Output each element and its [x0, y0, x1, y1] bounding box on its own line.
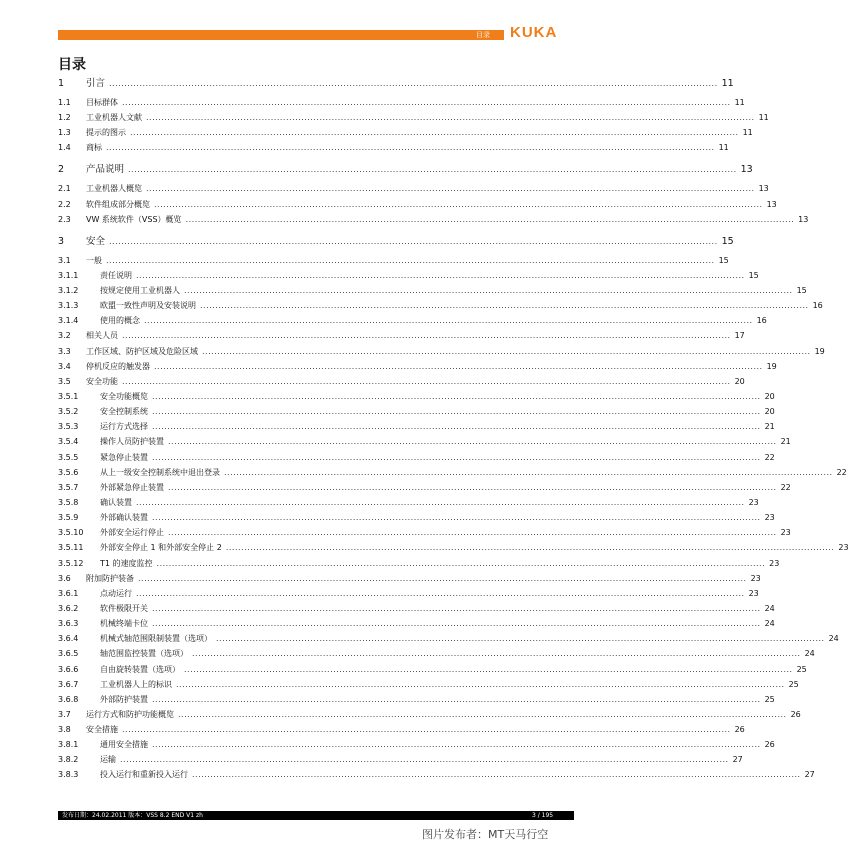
- toc-entry-page: 16: [812, 301, 823, 311]
- toc-entry-number: 3.1.3: [58, 301, 79, 311]
- toc-leader-dots: ........................................................................................................................................................................................................: [156, 558, 766, 568]
- toc-entry-title: 安全: [86, 235, 106, 247]
- toc-leader-dots: ........................................................................................................................................................................................................: [136, 270, 745, 280]
- toc-entry-title: 商标: [86, 143, 102, 153]
- toc-entry[interactable]: [58, 709, 801, 720]
- toc-entry-title: 责任说明: [100, 270, 132, 280]
- toc-leader-dots: ........................................................................................................................................................................................................: [106, 255, 715, 265]
- toc-entry-title: 使用的概念: [100, 316, 140, 326]
- watermark: 图片发布者：MT天马行空: [422, 828, 549, 841]
- toc-leader-dots: ........................................................................................................................................................................................................: [216, 634, 825, 644]
- toc-entry-title: 外部安全停止 1 和外部安全停止 2: [100, 543, 222, 553]
- toc-entry-title: 外部安全运行停止: [100, 528, 164, 538]
- toc-entry[interactable]: [58, 588, 759, 599]
- toc-entry-page: 15: [796, 285, 807, 295]
- toc-entry-title: 运输: [100, 755, 116, 765]
- toc-entry[interactable]: [58, 98, 745, 108]
- toc-entry-number: 3.6.6: [58, 664, 79, 674]
- toc-entry[interactable]: [58, 694, 775, 705]
- toc-entry-page: 23: [748, 588, 759, 598]
- toc-entry-title: 软件组成部分概览: [86, 199, 150, 209]
- toc-entry-number: 3.8: [58, 725, 71, 735]
- toc-entry[interactable]: [58, 513, 775, 523]
- toc-entry[interactable]: [58, 619, 775, 629]
- toc-entry-title: 引言: [86, 78, 106, 89]
- toc-entry-title: 自由旋转装置（选项）: [100, 664, 180, 674]
- toc-leader-dots: ........................................................................................................................................................................................................: [152, 619, 761, 629]
- toc-entry-number: 3.6.2: [58, 603, 79, 613]
- toc-entry[interactable]: [58, 255, 729, 266]
- toc-entry[interactable]: [58, 573, 761, 584]
- toc-entry-page: 20: [764, 407, 775, 417]
- footer-page-number: 3 / 195: [532, 812, 554, 819]
- footer-publication-info: 发布日期：24.02.2011 版本：VSS 8.2 END V1 zh: [62, 812, 203, 819]
- toc-entry-number: 3.5.3: [58, 422, 79, 432]
- toc-entry[interactable]: [58, 391, 775, 402]
- header-accent-bar: [58, 30, 504, 40]
- toc-entry-number: 3.6.5: [58, 649, 79, 659]
- toc-entry-number: 3.7: [58, 709, 71, 719]
- toc-entry-number: 3.4: [58, 361, 71, 371]
- toc-leader-dots: ........................................................................................................................................................................................................: [128, 165, 737, 175]
- toc-entry-title: 机械终端卡位: [100, 619, 148, 629]
- toc-entry[interactable]: [58, 128, 753, 138]
- toc-leader-dots: ........................................................................................................................................................................................................: [168, 482, 777, 492]
- kuka-logo: KUKA: [510, 24, 558, 41]
- toc-leader-dots: ........................................................................................................................................................................................................: [152, 603, 761, 613]
- toc-leader-dots: ........................................................................................................................................................................................................: [109, 79, 718, 88]
- toc-entry-page: 13: [740, 164, 753, 176]
- toc-leader-dots: ........................................................................................................................................................................................................: [144, 316, 753, 326]
- toc-entry[interactable]: [58, 497, 759, 508]
- toc-entry-number: 1: [58, 78, 65, 89]
- toc-entry-number: 2.2: [58, 199, 71, 209]
- toc-entry-title: 工业机器人文献: [86, 113, 142, 123]
- toc-leader-dots: ........................................................................................................................................................................................................: [136, 588, 745, 598]
- toc-entry[interactable]: [58, 331, 745, 341]
- toc-entry-page: 16: [756, 316, 767, 326]
- toc-entry[interactable]: [58, 649, 815, 659]
- toc-entry-number: 3.1.1: [58, 270, 79, 280]
- toc-entry-number: 3.5.9: [58, 513, 79, 523]
- toc-leader-dots: ........................................................................................................................................................................................................: [178, 709, 787, 719]
- toc-entry-title: 安全功能概览: [100, 391, 148, 401]
- toc-entry[interactable]: [58, 78, 734, 90]
- table-of-contents: [58, 78, 849, 780]
- toc-leader-dots: ........................................................................................................................................................................................................: [224, 467, 833, 477]
- toc-leader-dots: ........................................................................................................................................................................................................: [122, 376, 731, 386]
- toc-entry-page: 23: [748, 497, 759, 507]
- toc-entry[interactable]: [58, 558, 780, 569]
- toc-leader-dots: ........................................................................................................................................................................................................: [184, 664, 793, 674]
- toc-entry-title: VW 系统软件（VSS）概览: [86, 214, 182, 224]
- toc-entry-title: 投入运行和重新投入运行: [100, 770, 188, 780]
- toc-entry-title: 目标群体: [86, 98, 118, 107]
- toc-entry-number: 3.5.11: [58, 543, 84, 553]
- toc-leader-dots: ........................................................................................................................................................................................................: [122, 98, 731, 107]
- toc-entry-page: 25: [788, 679, 799, 689]
- toc-entry-page: 11: [758, 113, 769, 123]
- toc-entry[interactable]: [58, 316, 767, 326]
- toc-entry[interactable]: [58, 235, 734, 248]
- toc-entry-number: 3.2: [58, 331, 71, 341]
- toc-leader-dots: ........................................................................................................................................................................................................: [152, 391, 761, 401]
- toc-entry-number: 3.1: [58, 255, 71, 265]
- toc-entry[interactable]: [58, 270, 759, 281]
- toc-entry-title: 操作人员防护装置: [100, 437, 164, 447]
- toc-entry-page: 25: [764, 694, 775, 704]
- toc-entry-page: 26: [734, 725, 745, 735]
- toc-entry-page: 21: [764, 422, 775, 432]
- toc-entry[interactable]: [58, 679, 799, 690]
- toc-entry[interactable]: [58, 452, 775, 463]
- toc-leader-dots: ........................................................................................................................................................................................................: [122, 331, 731, 341]
- toc-leader-dots: ........................................................................................................................................................................................................: [154, 361, 763, 371]
- toc-entry-page: 23: [838, 543, 849, 553]
- toc-entry-title: 欧盟一致性声明及安装说明: [100, 301, 196, 311]
- toc-leader-dots: ........................................................................................................................................................................................................: [152, 422, 761, 432]
- toc-entry-page: 27: [732, 755, 743, 765]
- toc-entry-title: T1 的速度监控: [100, 558, 153, 568]
- toc-entry-title: 机械式轴范围限制装置（选项）: [100, 634, 212, 644]
- toc-entry-number: 3.5.6: [58, 467, 79, 477]
- toc-entry[interactable]: [58, 664, 807, 675]
- toc-entry-title: 附加防护装备: [86, 573, 134, 583]
- toc-entry-title: 从上一级安全控制系统中退出登录: [100, 467, 220, 477]
- toc-entry[interactable]: [58, 740, 775, 750]
- toc-entry-number: 3.5: [58, 376, 71, 386]
- toc-entry-page: 17: [734, 331, 745, 341]
- toc-entry[interactable]: [58, 422, 775, 432]
- toc-entry-title: 轴范围监控装置（选项）: [100, 649, 188, 659]
- toc-entry-number: 3.5.7: [58, 482, 79, 492]
- toc-entry-page: 20: [764, 391, 775, 401]
- toc-entry-number: 3.1.4: [58, 316, 79, 326]
- toc-entry[interactable]: [58, 528, 791, 538]
- toc-entry-title: 确认装置: [100, 497, 132, 507]
- toc-entry-title: 安全措施: [86, 725, 118, 735]
- toc-entry-title: 工业机器人上的标识: [100, 679, 172, 689]
- toc-entry-page: 24: [828, 634, 839, 644]
- toc-entry-page: 13: [798, 214, 809, 224]
- toc-entry-title: 软件极限开关: [100, 603, 148, 613]
- toc-entry[interactable]: [58, 199, 777, 210]
- toc-entry[interactable]: [58, 634, 839, 644]
- toc-entry-title: 安全控制系统: [100, 407, 148, 417]
- toc-leader-dots: ........................................................................................................................................................................................................: [184, 285, 793, 295]
- toc-leader-dots: ........................................................................................................................................................................................................: [130, 128, 739, 138]
- toc-entry-page: 22: [836, 467, 847, 477]
- toc-entry-page: 23: [780, 528, 791, 538]
- toc-leader-dots: ........................................................................................................................................................................................................: [185, 214, 795, 224]
- toc-entry-number: 3.6.8: [58, 694, 79, 704]
- toc-entry-title: 运行方式和防护功能概览: [86, 709, 174, 719]
- toc-entry-number: 3.6.4: [58, 634, 79, 644]
- toc-entry-number: 3.8.3: [58, 770, 79, 780]
- toc-leader-dots: ........................................................................................................................................................................................................: [120, 755, 729, 765]
- toc-entry-page: 15: [748, 270, 759, 280]
- toc-entry-page: 23: [769, 558, 780, 568]
- toc-entry-title: 点动运行: [100, 588, 132, 598]
- toc-leader-dots: ........................................................................................................................................................................................................: [152, 740, 761, 750]
- toc-entry-number: 2: [58, 164, 65, 176]
- toc-entry[interactable]: [58, 164, 753, 176]
- toc-leader-dots: ........................................................................................................................................................................................................: [122, 725, 731, 735]
- toc-entry-page: 22: [780, 482, 791, 492]
- toc-entry-title: 外部防护装置: [100, 694, 148, 704]
- toc-leader-dots: ........................................................................................................................................................................................................: [109, 236, 718, 246]
- toc-entry[interactable]: [58, 361, 777, 372]
- toc-entry-title: 外部确认装置: [100, 513, 148, 523]
- toc-entry-title: 工业机器人概览: [86, 184, 142, 194]
- toc-entry-page: 23: [750, 573, 761, 583]
- toc-leader-dots: ........................................................................................................................................................................................................: [138, 573, 747, 583]
- toc-leader-dots: ........................................................................................................................................................................................................: [106, 143, 715, 153]
- toc-entry-page: 15: [718, 255, 729, 265]
- toc-leader-dots: ........................................................................................................................................................................................................: [154, 199, 763, 209]
- toc-entry-page: 11: [718, 143, 729, 153]
- toc-entry-page: 11: [734, 98, 745, 107]
- header-section-label: 目录: [476, 31, 490, 39]
- toc-entry-page: 24: [804, 649, 815, 659]
- toc-entry-number: 3.6.3: [58, 619, 79, 629]
- toc-entry-number: 3: [58, 235, 65, 247]
- toc-entry-title: 安全功能: [86, 376, 118, 386]
- toc-entry-page: 26: [790, 709, 801, 719]
- toc-entry-title: 产品说明: [86, 164, 125, 176]
- toc-entry-page: 23: [764, 513, 775, 523]
- toc-entry[interactable]: [58, 725, 745, 735]
- toc-leader-dots: ........................................................................................................................................................................................................: [152, 452, 761, 462]
- toc-entry-number: 3.8.2: [58, 755, 79, 765]
- toc-entry-page: 19: [814, 346, 825, 356]
- toc-entry[interactable]: [58, 285, 807, 296]
- toc-entry-page: 13: [766, 199, 777, 209]
- toc-leader-dots: ........................................................................................................................................................................................................: [152, 513, 761, 523]
- toc-leader-dots: ........................................................................................................................................................................................................: [202, 346, 811, 356]
- toc-entry-title: 提示的图示: [86, 128, 126, 138]
- toc-entry[interactable]: [58, 143, 729, 153]
- toc-leader-dots: ........................................................................................................................................................................................................: [192, 770, 801, 780]
- toc-entry-number: 3.1.2: [58, 285, 79, 295]
- toc-entry[interactable]: [58, 376, 745, 387]
- toc-entry-title: 按规定使用工业机器人: [100, 285, 180, 295]
- toc-entry-page: 19: [766, 361, 777, 371]
- toc-entry-page: 26: [764, 740, 775, 750]
- toc-entry-number: 1.2: [58, 113, 71, 123]
- toc-entry-number: 3.6: [58, 573, 71, 583]
- toc-entry[interactable]: [58, 603, 775, 614]
- toc-entry-title: 工作区域、防护区域及危险区域: [86, 346, 198, 356]
- toc-entry-title: 紧急停止装置: [100, 452, 148, 462]
- toc-entry[interactable]: [58, 467, 847, 478]
- toc-entry-number: 1.4: [58, 143, 71, 153]
- toc-entry-number: 3.5.8: [58, 497, 79, 507]
- toc-entry[interactable]: [58, 770, 815, 780]
- toc-entry-page: 20: [734, 376, 745, 386]
- toc-entry-number: 3.6.7: [58, 679, 79, 689]
- toc-entry-title: 一般: [86, 255, 102, 265]
- toc-entry-number: 3.5.12: [58, 558, 84, 568]
- toc-entry-page: 27: [804, 770, 815, 780]
- toc-entry[interactable]: [58, 184, 769, 194]
- toc-leader-dots: ........................................................................................................................................................................................................: [136, 497, 745, 507]
- toc-entry-number: 3.5.4: [58, 437, 79, 447]
- toc-leader-dots: ........................................................................................................................................................................................................: [225, 543, 835, 553]
- toc-entry[interactable]: [58, 407, 775, 417]
- toc-entry-title: 停机反应的触发器: [86, 361, 150, 371]
- toc-entry[interactable]: [58, 113, 769, 123]
- toc-entry-title: 通用安全措施: [100, 740, 148, 750]
- toc-entry-number: 2.1: [58, 184, 71, 194]
- toc-entry-page: 15: [721, 235, 734, 247]
- toc-entry-page: 22: [764, 452, 775, 462]
- toc-entry-page: 11: [742, 128, 753, 138]
- toc-leader-dots: ........................................................................................................................................................................................................: [168, 528, 777, 538]
- toc-leader-dots: ........................................................................................................................................................................................................: [168, 437, 777, 447]
- toc-leader-dots: ........................................................................................................................................................................................................: [152, 407, 761, 417]
- toc-entry[interactable]: [58, 543, 849, 553]
- toc-leader-dots: ........................................................................................................................................................................................................: [192, 649, 801, 659]
- toc-leader-dots: ........................................................................................................................................................................................................: [146, 184, 755, 194]
- toc-entry-number: 3.5.2: [58, 407, 79, 417]
- toc-entry-title: 外部紧急停止装置: [100, 482, 164, 492]
- toc-entry-page: 21: [780, 437, 791, 447]
- toc-entry[interactable]: [58, 482, 791, 493]
- toc-entry-title: 相关人员: [86, 331, 118, 341]
- toc-entry-number: 3.5.1: [58, 391, 79, 401]
- toc-entry-number: 1.1: [58, 98, 71, 107]
- toc-entry[interactable]: [58, 755, 743, 765]
- toc-entry[interactable]: [58, 214, 809, 225]
- toc-entry-page: 13: [758, 184, 769, 194]
- page-title: 目录: [58, 57, 86, 73]
- toc-entry-page: 24: [764, 603, 775, 613]
- toc-entry-number: 3.3: [58, 346, 71, 356]
- toc-entry-number: 3.5.5: [58, 452, 79, 462]
- toc-entry-number: 1.3: [58, 128, 71, 138]
- toc-entry[interactable]: [58, 437, 791, 447]
- toc-entry-number: 3.8.1: [58, 740, 79, 750]
- toc-entry[interactable]: [58, 346, 825, 357]
- toc-entry-title: 运行方式选择: [100, 422, 148, 432]
- toc-entry-page: 25: [796, 664, 807, 674]
- toc-leader-dots: ........................................................................................................................................................................................................: [200, 301, 809, 311]
- toc-entry-page: 11: [721, 78, 734, 89]
- toc-entry-number: 3.6.1: [58, 588, 79, 598]
- toc-entry[interactable]: [58, 301, 823, 311]
- toc-entry-number: 3.5.10: [58, 528, 84, 538]
- toc-entry-number: 2.3: [58, 214, 71, 224]
- toc-leader-dots: ........................................................................................................................................................................................................: [146, 113, 755, 123]
- toc-entry-page: 24: [764, 619, 775, 629]
- toc-leader-dots: ........................................................................................................................................................................................................: [152, 694, 761, 704]
- toc-leader-dots: ........................................................................................................................................................................................................: [176, 679, 785, 689]
